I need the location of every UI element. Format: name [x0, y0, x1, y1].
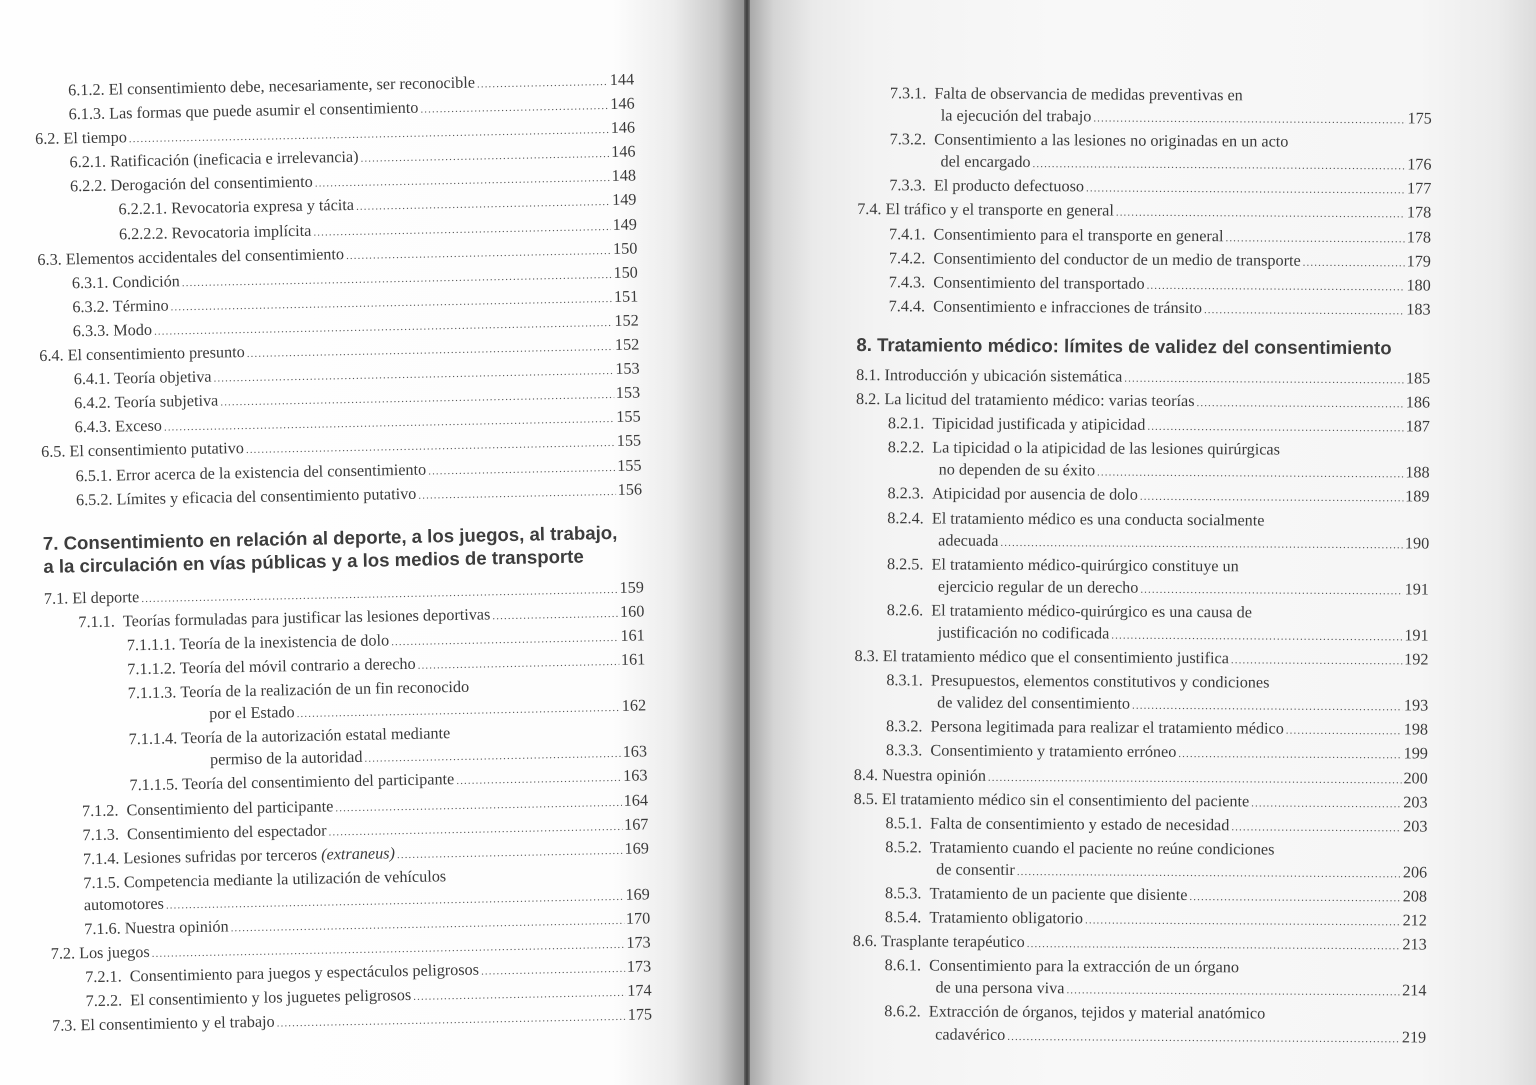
entry-number: 7.3.2.	[889, 130, 927, 149]
dot-leader	[1124, 368, 1404, 392]
entry-number: 7.1.6.	[84, 919, 121, 939]
entry-title-cont: ejercicio regular de un derecho	[937, 577, 1139, 597]
entry-title: Teoría de la realización de un fin reconocido	[180, 677, 470, 702]
entry-number: 6.4.1.	[73, 369, 111, 389]
dot-leader	[1111, 625, 1402, 649]
toc-entry[interactable]	[854, 764, 1428, 792]
entry-number: 7.1.1.	[78, 612, 116, 632]
chapter-7-heading-line2: a la circulación en vías públicas y a los medios de transporte	[43, 545, 584, 577]
entry-number: 7.2.1.	[85, 967, 122, 987]
toc-left-column	[34, 68, 652, 1039]
dot-leader	[1027, 933, 1401, 957]
entry-title: La licitud del tratamiento médico: varias teorías	[884, 390, 1195, 411]
entry-title: Condición	[112, 271, 180, 292]
entry-page: 146	[611, 142, 636, 162]
entry-page: 153	[615, 359, 640, 379]
entry-number: 8.5.4.	[884, 908, 922, 927]
entry-page: 167	[623, 814, 649, 834]
entry-page: 176	[1407, 155, 1432, 174]
book-gutter	[744, 0, 750, 1085]
entry-number: 8.1.	[856, 365, 881, 385]
entry-title: Atipicidad por ausencia de dolo	[931, 484, 1138, 505]
entry-number: 7.1.2.	[81, 801, 119, 820]
entry-title: Las formas que puede asumir el consentimiento	[108, 98, 419, 123]
entry-number: 6.2.2.	[69, 177, 107, 196]
entry-page: 208	[1402, 887, 1428, 906]
entry-page: 199	[1403, 744, 1428, 763]
entry-title: Presupuestos, elementos constitutivos y condiciones	[930, 671, 1270, 692]
entry-number: 8.5.1.	[885, 813, 922, 833]
entry-title: Elementos accidentales del consentimiento	[65, 244, 345, 269]
entry-number: 7.1.3.	[82, 825, 120, 844]
entry-page: 162	[621, 696, 647, 715]
entry-page: 183	[1406, 300, 1431, 319]
entry-title: Tratamiento de un paciente que disiente	[929, 884, 1188, 905]
entry-page: 150	[612, 239, 638, 258]
entry-number: 8.5.	[853, 789, 878, 808]
dot-leader	[1231, 649, 1402, 672]
entry-number: 7.3.1.	[889, 84, 927, 103]
dot-leader	[397, 840, 623, 866]
entry-number: 7.1.1.4.	[128, 729, 178, 749]
toc-entry[interactable]	[855, 482, 1429, 510]
entry-title: Teoría subjetiva	[114, 391, 219, 412]
entry-number: 6.3.	[37, 250, 62, 269]
toc-entry-continuation[interactable]	[853, 858, 1427, 886]
entry-number: 7.4.4.	[888, 297, 926, 316]
entry-title: El consentimiento putativo	[69, 439, 245, 461]
entry-number: 6.4.3.	[74, 417, 112, 437]
entry-number: 7.4.2.	[888, 248, 926, 268]
chapter-8-heading: 8. Tratamiento médico: límites de validez del consentimiento	[856, 333, 1392, 359]
entry-title: El deporte	[72, 587, 140, 608]
entry-page: 213	[1402, 935, 1427, 954]
toc-entry-continuation[interactable]	[857, 150, 1431, 178]
toc-entry[interactable]	[854, 715, 1428, 743]
toc-entry[interactable]	[857, 223, 1431, 251]
entry-page: 193	[1403, 696, 1429, 715]
toc-entry[interactable]	[857, 247, 1431, 275]
entry-number: 6.1.2.	[68, 80, 105, 100]
dot-leader	[417, 651, 619, 677]
entry-title: El producto defectuoso	[933, 176, 1085, 196]
dot-leader	[1116, 202, 1405, 226]
entry-page: 161	[620, 626, 645, 645]
entry-page: 173	[626, 933, 651, 952]
entry-page: 189	[1405, 487, 1430, 506]
toc-entry[interactable]	[853, 812, 1427, 840]
toc-entry[interactable]	[853, 882, 1427, 910]
toc-entry[interactable]	[853, 930, 1427, 958]
entry-title: Teoría del consentimiento del participante	[181, 770, 455, 794]
entry-page: 160	[619, 602, 645, 621]
chapter-7-heading	[43, 520, 644, 578]
entry-number: 7.4.3.	[888, 272, 926, 292]
toc-entry[interactable]	[853, 906, 1427, 934]
entry-title: Consentimiento a las lesiones no originadas en un acto	[934, 130, 1289, 151]
entry-page: 200	[1403, 768, 1428, 788]
toc-entry-continuation[interactable]	[855, 621, 1429, 649]
entry-page: 155	[616, 431, 642, 451]
entry-page: 169	[624, 839, 650, 858]
entry-page: 152	[614, 335, 640, 354]
entry-page: 163	[622, 742, 648, 762]
dot-leader	[1303, 251, 1405, 274]
toc-entry[interactable]	[857, 198, 1431, 226]
entry-page: 174	[627, 981, 652, 1001]
entry-page: 169	[625, 885, 650, 904]
entry-title: Modo	[113, 320, 153, 340]
dot-leader	[492, 603, 618, 628]
dot-leader	[1097, 462, 1403, 486]
toc-entry[interactable]	[857, 174, 1431, 202]
entry-title: Competencia mediante la utilización de vehículos	[123, 867, 447, 892]
entry-title-cont: del encargado	[940, 152, 1031, 172]
dot-leader	[1196, 392, 1403, 415]
entry-number: 7.4.1.	[889, 224, 926, 243]
entry-number: 7.1.1.3.	[127, 683, 177, 703]
entry-title-cont: cadavérico	[935, 1025, 1006, 1044]
entry-page: 156	[617, 479, 643, 499]
entry-title: Lesiones sufridas por terceros	[123, 845, 318, 868]
entry-page: 178	[1406, 227, 1432, 247]
entry-page: 177	[1407, 179, 1432, 198]
entry-title: El tratamiento médico es una conducta socialmente	[931, 508, 1265, 529]
entry-page: 159	[619, 578, 645, 597]
entry-number: 8.3.	[854, 647, 879, 666]
entry-number: 8.2.3.	[887, 484, 924, 503]
entry-title: Nuestra opinión	[882, 765, 987, 785]
entry-number: 6.4.	[39, 346, 64, 365]
entry-title-italic: (extraneus)	[321, 843, 396, 864]
entry-title: Falta de observancia de medidas preventivas en	[934, 84, 1243, 105]
entry-number: 7.4.	[857, 200, 882, 219]
entry-page: 191	[1404, 580, 1429, 599]
entry-number: 6.5.1.	[75, 466, 113, 485]
entry-page: 206	[1402, 863, 1428, 882]
entry-number: 6.3.3.	[72, 321, 110, 341]
entry-page: 148	[611, 166, 637, 186]
entry-page: 179	[1406, 252, 1431, 271]
entry-title: Consentimiento del conductor de un medio de transporte	[933, 249, 1301, 270]
entry-number: 6.2.2.1.	[118, 199, 168, 219]
entry-number: 8.2.2.	[887, 438, 925, 457]
dot-leader	[1132, 695, 1402, 719]
entry-number: 7.1.1.2.	[127, 659, 177, 679]
dot-leader	[1204, 299, 1405, 322]
entry-page: 186	[1405, 393, 1431, 412]
entry-title: El consentimiento presunto	[67, 343, 245, 365]
dot-leader	[1093, 108, 1405, 132]
entry-title: Consentimiento del espectador	[126, 821, 327, 843]
entry-number: 8.2.1.	[887, 414, 925, 433]
entry-title-cont: de validez del consentimiento	[937, 693, 1131, 713]
entry-title: Error acerca de la existencia del consentimiento	[115, 460, 427, 484]
entry-title: El tratamiento médico sin el consentimiento del paciente	[881, 789, 1250, 811]
entry-page: 161	[620, 650, 646, 669]
entry-number: 7.3.3.	[889, 176, 926, 195]
dot-leader	[988, 766, 1402, 791]
entry-number: 7.1.1.5.	[129, 775, 179, 795]
entry-number: 7.3.	[51, 1016, 77, 1036]
entry-page: 163	[623, 766, 648, 786]
dot-leader	[481, 958, 625, 983]
dot-leader	[456, 767, 621, 792]
entry-number: 6.5.	[40, 442, 66, 462]
entry-number: 8.6.1.	[884, 956, 922, 975]
entry-title: Falta de consentimiento y estado de necesidad	[929, 814, 1230, 835]
toc-entry[interactable]	[856, 388, 1430, 416]
entry-number: 8.6.2.	[884, 1002, 921, 1021]
entry-number: 8.4.	[853, 765, 879, 784]
entry-title-cont: de una persona viva	[935, 978, 1065, 998]
entry-page: 146	[610, 94, 635, 114]
dot-leader	[1231, 816, 1401, 839]
entry-title: Consentimiento e infracciones de tránsito	[933, 297, 1203, 317]
entry-title-cont: por el Estado	[209, 703, 295, 723]
entry-page: 164	[623, 790, 649, 810]
entry-title: Tipicidad justificada y atipicidad	[932, 414, 1146, 434]
entry-title: Introducción y ubicación sistemática	[884, 366, 1123, 386]
toc-right-entries	[852, 82, 1432, 1050]
entry-number: 7.1.1.1.	[126, 635, 176, 655]
entry-number: 8.2.5.	[887, 554, 924, 574]
entry-title-cont: la ejecución del trabajo	[940, 106, 1092, 126]
entry-title: Exceso	[114, 416, 163, 436]
dot-leader	[1189, 886, 1400, 909]
dot-leader	[1225, 227, 1404, 250]
entry-page: 155	[616, 407, 641, 427]
toc-entry-continuation[interactable]	[852, 976, 1426, 1004]
entry-page: 214	[1402, 981, 1427, 1000]
toc-entry-continuation[interactable]	[855, 529, 1429, 557]
entry-page: 190	[1404, 533, 1430, 553]
entry-title: Teoría del móvil contrario a derecho	[179, 654, 416, 678]
entry-number: 7.1.4.	[82, 849, 120, 868]
entry-number: 8.2.4.	[887, 508, 924, 527]
entry-page: 144	[609, 70, 635, 89]
entry-title-cont: no dependen de su éxito	[938, 460, 1096, 480]
entry-page: 185	[1405, 369, 1431, 388]
entry-page: 212	[1402, 911, 1427, 930]
entry-title: Trasplante terapéutico	[881, 932, 1025, 952]
toc-entry[interactable]	[857, 295, 1431, 323]
entry-title: El tratamiento médico-quirúrgico es una causa de	[931, 601, 1252, 622]
toc-right-column	[852, 82, 1432, 1050]
entry-title: Límites y eficacia del consentimiento putativo	[116, 484, 417, 509]
entry-page: 146	[610, 118, 636, 138]
toc-entry-continuation[interactable]	[854, 691, 1428, 719]
toc-entry[interactable]	[854, 645, 1428, 673]
entry-title: Extracción de órganos, tejidos y material anatómico	[928, 1002, 1266, 1023]
entry-number: 8.2.6.	[886, 601, 924, 620]
entry-title: Consentimiento del transportado	[933, 273, 1145, 293]
entry-page: 152	[614, 311, 639, 330]
toc-entry[interactable]	[856, 412, 1430, 440]
toc-entry-continuation[interactable]	[856, 458, 1430, 486]
entry-page: 187	[1405, 417, 1430, 436]
entry-title: El tráfico y el transporte en general	[885, 200, 1114, 221]
entry-title: Ratificación (ineficacia e irrelevancia)	[109, 148, 359, 171]
dot-leader	[1286, 720, 1402, 743]
toc-entry[interactable]	[854, 739, 1428, 767]
dot-leader	[1147, 416, 1403, 440]
entry-page: 149	[612, 215, 638, 234]
entry-title: La tipicidad o la atipicidad de las lesiones quirúrgicas	[932, 438, 1280, 459]
entry-number: 6.3.1.	[71, 273, 109, 293]
entry-number: 8.5.3.	[884, 884, 922, 903]
entry-title: Consentimiento del participante	[126, 796, 334, 819]
entry-title: Revocatoria implícita	[171, 221, 312, 242]
entry-page: 155	[617, 455, 642, 475]
entry-number: 8.2.	[856, 390, 881, 409]
dot-leader	[1140, 579, 1402, 603]
entry-number: 6.5.2.	[75, 490, 113, 509]
entry-title: El tiempo	[63, 128, 128, 148]
entry-title: Tratamiento obligatorio	[929, 908, 1084, 928]
entry-title: Término	[112, 296, 169, 316]
dot-leader	[418, 481, 616, 507]
dot-leader	[1032, 153, 1405, 177]
entry-page: 192	[1404, 650, 1429, 669]
entry-title: Teorías formuladas para justificar las lesiones deportivas	[122, 605, 491, 631]
dot-leader	[1178, 743, 1401, 766]
dot-leader	[1007, 1025, 1400, 1049]
toc-entry[interactable]	[857, 271, 1431, 299]
entry-number: 6.2.1.	[69, 152, 107, 172]
entry-title-cont: automotores	[83, 894, 165, 915]
entry-title: Consentimiento para juegos y espectáculos peligrosos	[129, 960, 480, 986]
entry-page: 188	[1405, 463, 1430, 482]
entry-number: 7.1.5.	[83, 873, 121, 893]
entry-number: 8.5.2.	[885, 837, 922, 857]
entry-title: Tratamiento cuando el paciente no reúne condiciones	[929, 838, 1275, 859]
dot-leader	[1066, 980, 1400, 1004]
toc-section-7-entries	[44, 576, 653, 1039]
entry-title: Revocatoria expresa y tácita	[170, 196, 355, 218]
entry-page: 198	[1403, 720, 1429, 739]
entry-page: 178	[1406, 203, 1432, 222]
toc-entry-continuation[interactable]	[858, 104, 1432, 132]
dot-leader	[1086, 178, 1405, 202]
entry-page: 203	[1403, 817, 1428, 836]
entry-title: Consentimiento para la extracción de un órgano	[929, 956, 1240, 977]
entry-page: 170	[625, 909, 651, 928]
toc-entry[interactable]	[856, 364, 1430, 392]
toc-entry[interactable]	[854, 788, 1428, 816]
entry-number: 7.1.	[43, 589, 69, 608]
dot-leader	[1000, 531, 1403, 556]
entry-page: 175	[1407, 109, 1432, 128]
entry-number: 6.2.2.2.	[118, 224, 168, 243]
entry-number: 8.3.1.	[886, 671, 923, 690]
entry-page: 219	[1401, 1027, 1427, 1047]
entry-title-cont: justificación no codificada	[937, 623, 1110, 643]
entry-title: Consentimiento y tratamiento erróneo	[930, 741, 1177, 762]
entry-title: Nuestra opinión	[124, 917, 229, 938]
entry-title: Teoría objetiva	[114, 367, 212, 388]
entry-number: 8.6.	[852, 932, 878, 951]
toc-entry-continuation[interactable]	[852, 1023, 1426, 1051]
entry-title: El consentimiento y el trabajo	[80, 1012, 275, 1035]
entry-page: 153	[615, 383, 641, 403]
entry-page: 191	[1404, 626, 1429, 645]
entry-page: 151	[613, 287, 639, 306]
entry-page: 149	[611, 190, 637, 210]
toc-section-6-entries	[34, 68, 642, 513]
entry-title: Derogación del consentimiento	[110, 173, 313, 195]
toc-entry-continuation[interactable]	[855, 575, 1429, 603]
entry-page: 175	[627, 1005, 653, 1025]
chapter-7-heading-line1: 7. Consentimiento en relación al deporte, a los juegos, al trabajo,	[42, 521, 618, 554]
entry-page: 173	[626, 957, 652, 976]
entry-title: Persona legitimada para realizar el tratamiento médico	[930, 717, 1284, 738]
entry-title: Consentimiento para el transporte en general	[933, 225, 1224, 245]
entry-page: 150	[613, 263, 638, 282]
entry-number: 6.3.2.	[72, 297, 109, 317]
entry-page: 203	[1403, 792, 1428, 812]
entry-title: Teoría de la autorización estatal mediante	[181, 724, 451, 748]
entry-page: 180	[1406, 276, 1431, 295]
entry-title: Teoría de la inexistencia de dolo	[179, 631, 390, 654]
dot-leader	[1085, 909, 1401, 933]
entry-title: El consentimiento y los juguetes peligrosos	[130, 986, 412, 1010]
dot-leader	[1251, 792, 1401, 815]
entry-number: 7.2.2.	[85, 991, 123, 1011]
entry-title: Los juegos	[78, 943, 150, 963]
dot-leader	[1147, 275, 1405, 299]
dot-leader	[477, 71, 608, 96]
entry-number: 8.3.3.	[885, 741, 923, 760]
entry-number: 6.1.3.	[68, 104, 106, 124]
entry-number: 7.2.	[50, 944, 76, 963]
entry-title-cont: de consentir	[936, 860, 1015, 879]
entry-number: 6.2.	[34, 129, 60, 149]
dot-leader	[1017, 861, 1401, 885]
entry-number: 8.3.2.	[886, 717, 923, 736]
entry-title-cont: adecuada	[938, 531, 999, 550]
entry-title-cont: permiso de la autoridad	[209, 748, 363, 770]
entry-title: El tratamiento médico-quirúrgico constituye un	[931, 555, 1239, 576]
entry-title: El tratamiento médico que el consentimiento justifica	[882, 647, 1230, 668]
entry-title: El consentimiento debe, necesariamente, ser reconocible	[108, 73, 476, 99]
dot-leader	[1140, 486, 1403, 510]
entry-number: 6.4.2.	[74, 393, 111, 413]
